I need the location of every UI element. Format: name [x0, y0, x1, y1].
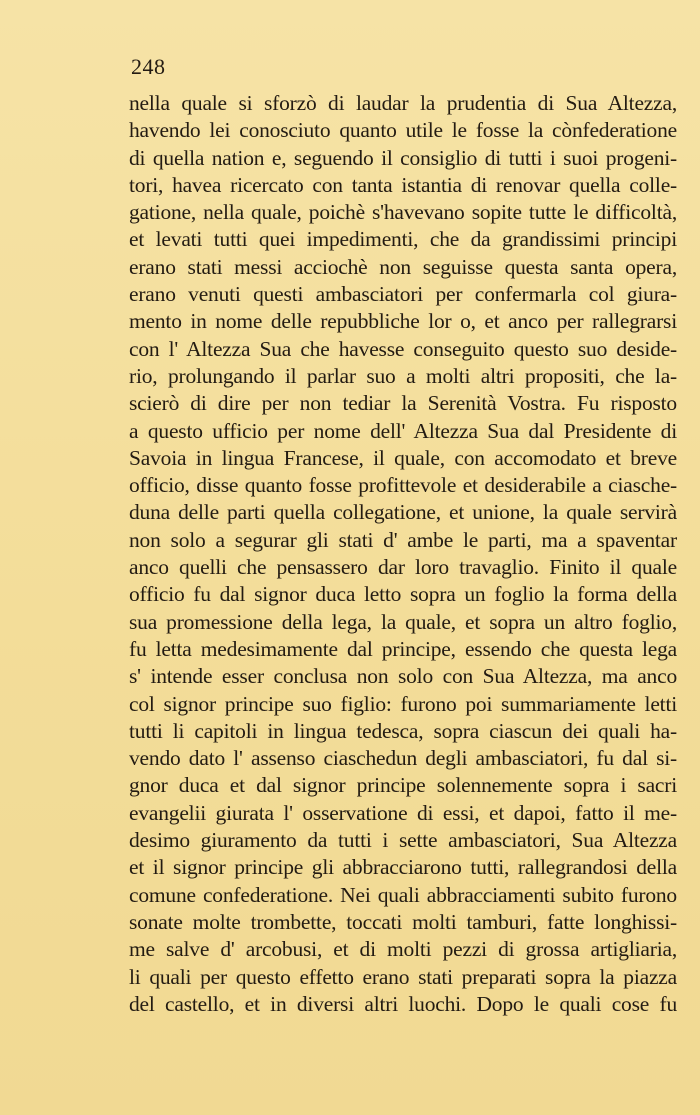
text-line: del castello, et in diversi altri luochi. Dopo le quali cose fu [129, 991, 677, 1016]
text-line: s' intende esser conclusa non solo con Sua Altezza, ma anco [129, 664, 677, 689]
text-line: havendo lei conosciuto quanto utile le fosse la cònfederatione [129, 118, 677, 143]
text-line: me salve d' arcobusi, et di molti pezzi di grossa artigliaria, [129, 937, 677, 962]
text-line: con l' Altezza Sua che havesse conseguito questo suo deside- [129, 336, 677, 361]
text-line: sonate molte trombette, toccati molti tamburi, fatte longhissi- [129, 909, 677, 934]
text-line: li quali per questo effetto erano stati preparati sopra la piazza [129, 964, 677, 989]
text-line: Savoia in lingua Francese, il quale, con accomodato et breve [129, 445, 677, 470]
text-line: erano stati messi acciochè non seguisse questa santa opera, [129, 254, 677, 279]
text-line: col signor principe suo figlio: furono poi summariamente letti [129, 691, 677, 716]
text-line: et levati tutti quei impedimenti, che da grandissimi principi [129, 227, 677, 252]
text-line: rio, prolungando il parlar suo a molti altri propositi, che la- [129, 363, 677, 388]
text-line: comune confederatione. Nei quali abbracciamenti subito furono [129, 882, 677, 907]
text-line: evangelii giurata l' osservatione di essi, et dapoi, fatto il me- [129, 800, 677, 825]
text-line: duna delle parti quella collegatione, et unione, la quale servirà [129, 500, 677, 525]
text-line: gnor duca et dal signor principe solennemente sopra i sacri [129, 773, 677, 798]
text-line: anco quelli che pensassero dar loro travaglio. Finito il quale [129, 555, 677, 580]
text-line: fu letta medesimamente dal principe, essendo che questa lega [129, 636, 677, 661]
text-line: vendo dato l' assenso ciaschedun degli ambasciatori, fu dal si- [129, 746, 677, 771]
text-line: erano venuti questi ambasciatori per confermarla col giura- [129, 282, 677, 307]
text-line: di quella nation e, seguendo il consiglio di tutti i suoi progeni- [129, 145, 677, 170]
text-line: mento in nome delle repubbliche lor o, et anco per rallegrarsi [129, 309, 677, 334]
text-line: tori, havea ricercato con tanta istantia di renovar quella colle- [129, 172, 677, 197]
text-line: gatione, nella quale, poichè s'havevano sopite tutte le difficoltà, [129, 200, 677, 225]
page-number: 248 [131, 54, 166, 79]
text-line: officio fu dal signor duca letto sopra un foglio la forma della [129, 582, 677, 607]
text-line: scierò di dire per non tediar la Serenità Vostra. Fu risposto [129, 391, 677, 416]
text-line: et il signor principe gli abbracciarono tutti, rallegrandosi della [129, 855, 677, 880]
body-text [129, 90, 677, 1018]
text-line: tutti li capitoli in lingua tedesca, sopra ciascun dei quali ha- [129, 718, 677, 743]
text-line: sua promessione della lega, la quale, et sopra un altro foglio, [129, 609, 677, 634]
text-line: desimo giuramento da tutti i sette ambasciatori, Sua Altezza [129, 828, 677, 853]
text-line: officio, disse quanto fosse profittevole et desiderabile a ciasche- [129, 473, 677, 498]
text-line: a questo ufficio per nome dell' Altezza Sua dal Presidente di [129, 418, 677, 443]
text-line: nella quale si sforzò di laudar la prudentia di Sua Altezza, [129, 91, 677, 115]
text-line: non solo a segurar gli stati d' ambe le parti, ma a spaventar [129, 527, 677, 552]
